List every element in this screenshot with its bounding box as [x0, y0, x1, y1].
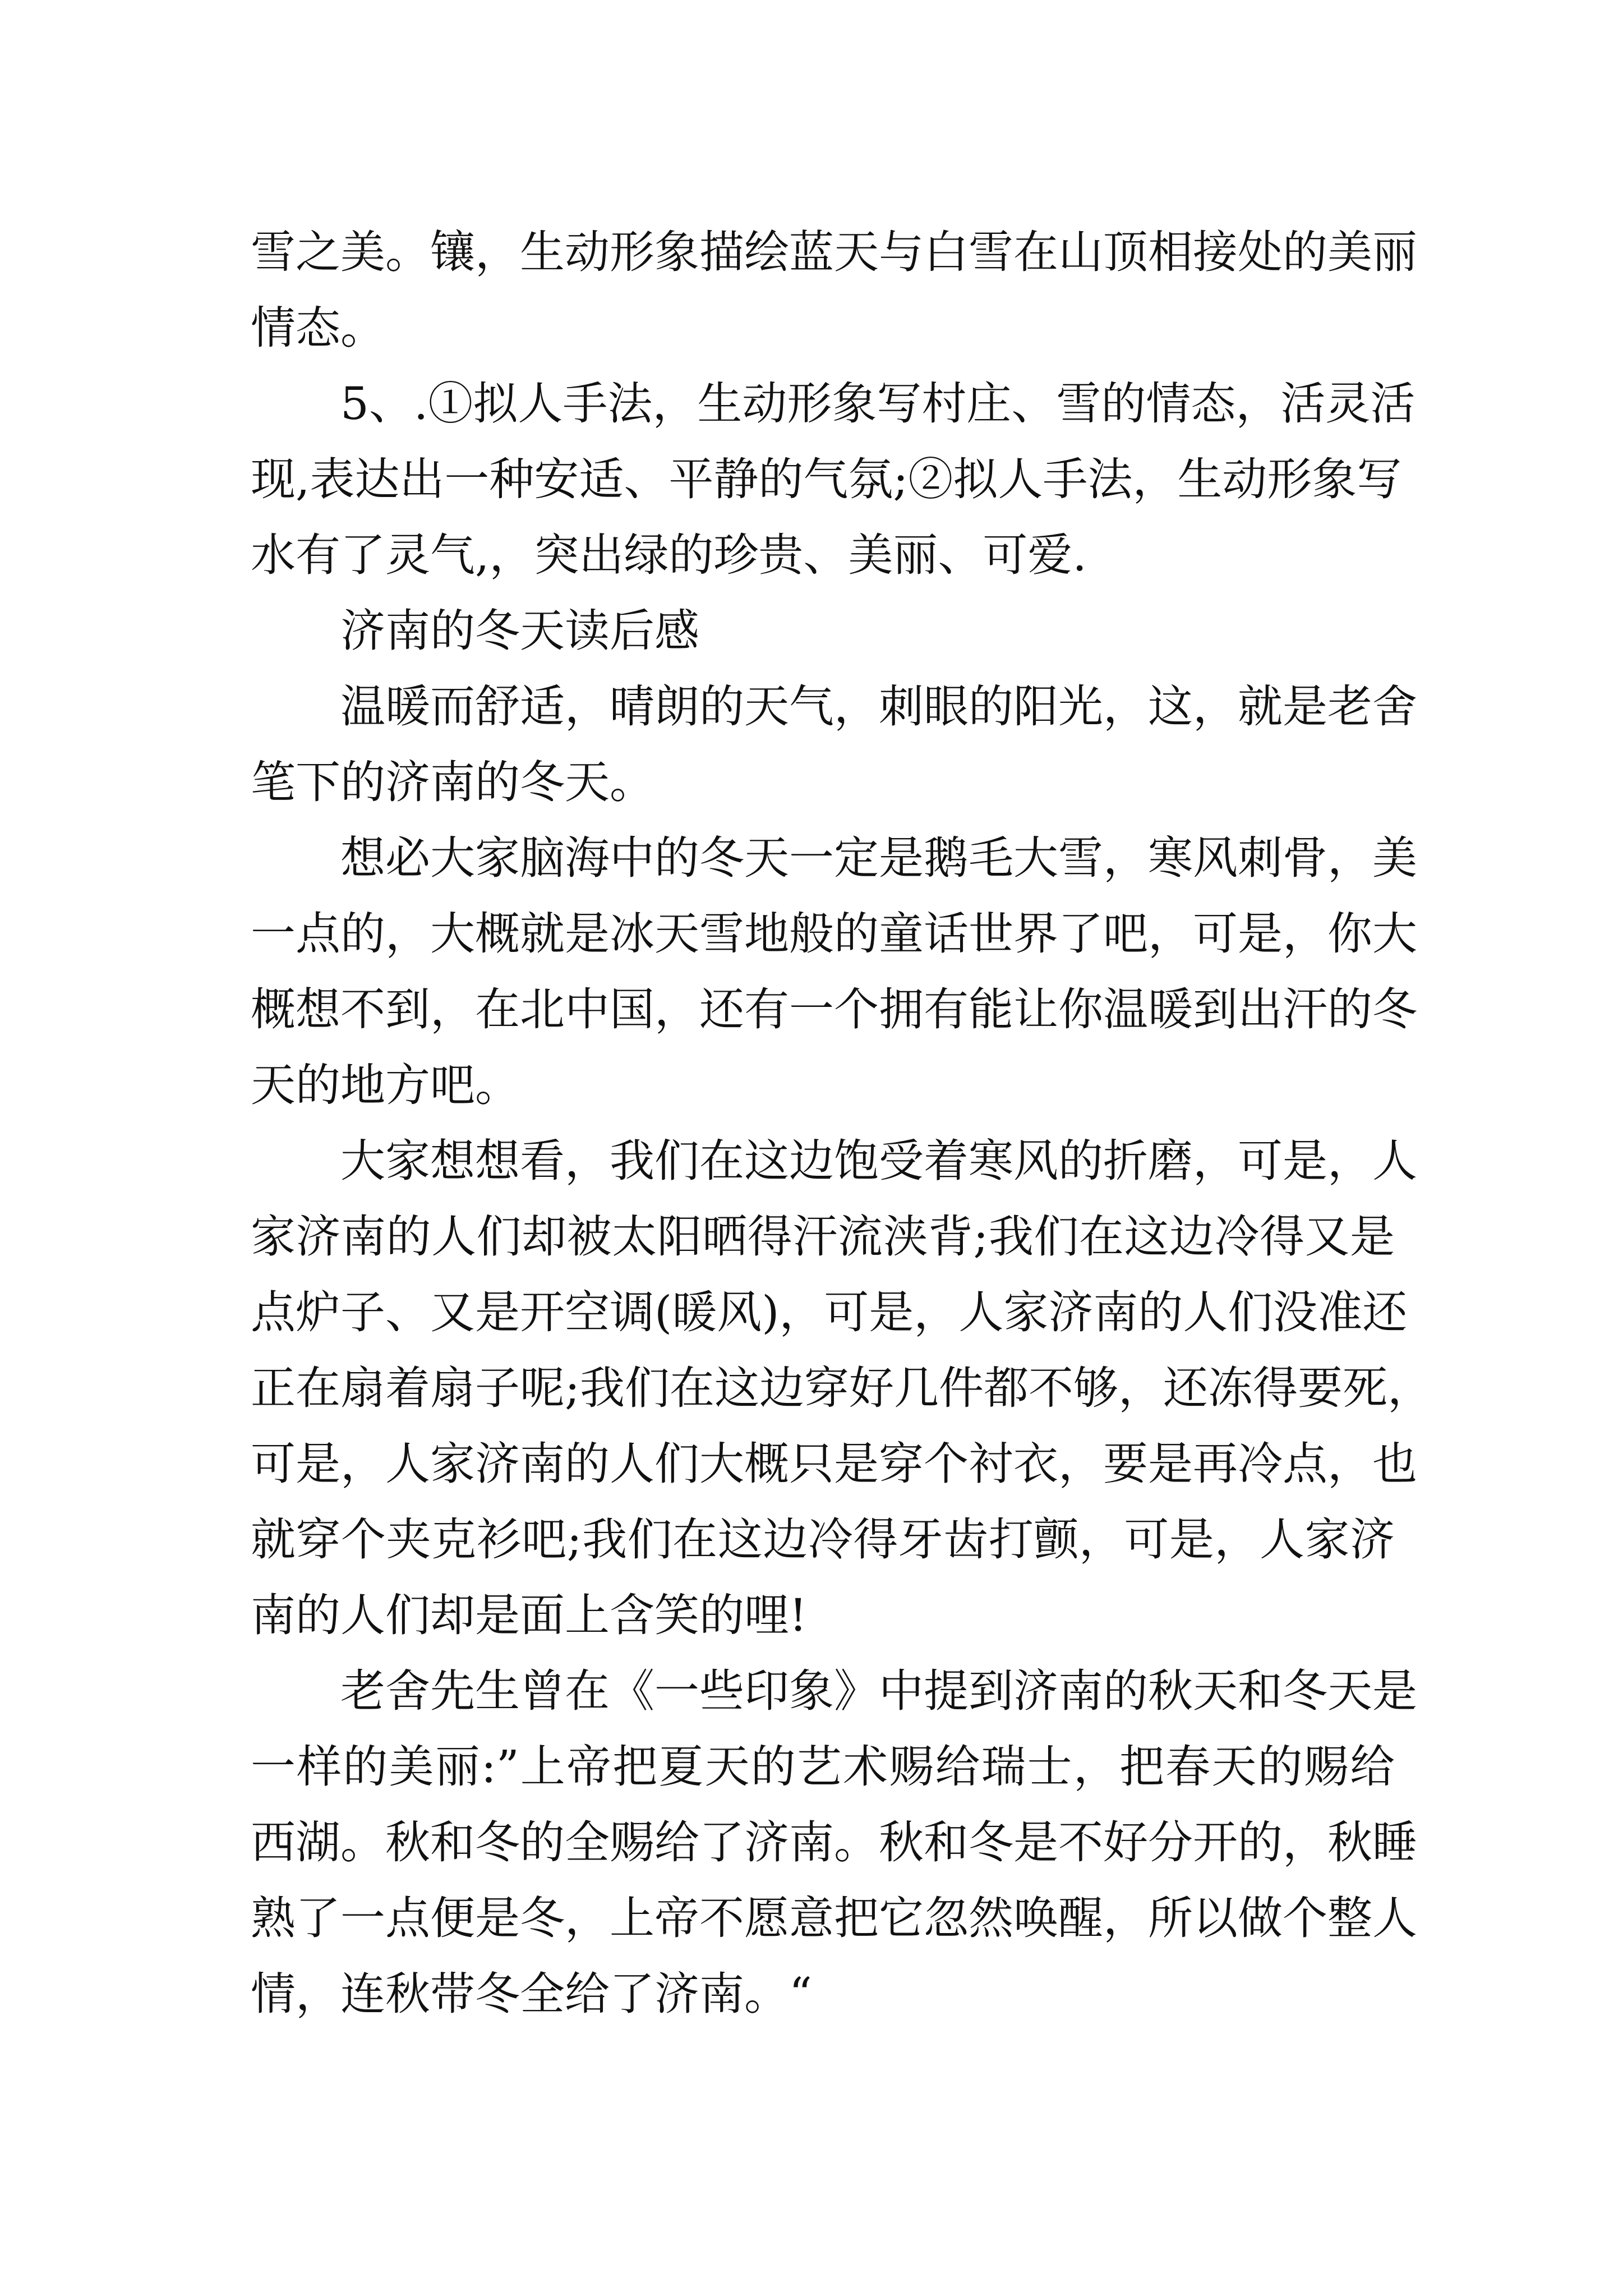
text-line: 点炉子、又是开空调(暖风)，可是，人家济南的人们没准还 — [251, 1286, 1408, 1338]
text-line: 一点的，大概就是冰天雪地般的童话世界了吧，可是，你大 — [251, 908, 1417, 960]
text-line: 想必大家脑海中的冬天一定是鹅毛大雪，寒风刺骨，美 — [340, 832, 1417, 884]
text-line: 5、.①拟人手法，生动形象写村庄、雪的情态，活灵活 — [340, 378, 1415, 430]
text-line: 家济南的人们却被太阳晒得汗流浃背;我们在这边冷得又是 — [251, 1211, 1395, 1263]
text-line: 笔下的济南的冬天。 — [251, 756, 654, 808]
text-line: 情态。 — [251, 302, 385, 354]
text-line: 温暖而舒适，晴朗的天气，刺眼的阳光，这，就是老舍 — [340, 680, 1417, 733]
text-line: 天的地方吧。 — [251, 1059, 520, 1111]
text-line: 老舍先生曾在《一些印象》中提到济南的秋天和冬天是 — [340, 1665, 1417, 1717]
text-line: 就穿个夹克衫吧;我们在这边冷得牙齿打颤，可是，人家济 — [251, 1513, 1395, 1566]
text-line: 可是，人家济南的人们大概只是穿个衬衣，要是再冷点，也 — [251, 1438, 1417, 1490]
text-line: 南的人们却是面上含笑的哩! — [251, 1589, 808, 1641]
document-body — [251, 214, 1432, 2032]
text-line: 现,表达出一种安适、平静的气氛;②拟人手法，生动形象写 — [251, 453, 1402, 505]
text-line: 概想不到，在北中国，还有一个拥有能让你温暖到出汗的冬 — [251, 983, 1417, 1036]
text-line: 西湖。秋和冬的全赐给了济南。秋和冬是不好分开的，秋睡 — [251, 1816, 1417, 1869]
text-line: 水有了灵气,，突出绿的珍贵、美丽、可爱. — [251, 529, 1087, 581]
section-heading: 济南的冬天读后感 — [340, 605, 699, 657]
text-line: 雪之美。镶，生动形象描绘蓝天与白雪在山顶相接处的美丽 — [251, 226, 1417, 278]
text-line: 正在扇着扇子呢;我们在这边穿好几件都不够，还冻得要死， — [251, 1362, 1432, 1414]
text-line: 情，连秋带冬全给了济南。“ — [251, 1968, 812, 2020]
text-line: 熟了一点便是冬，上帝不愿意把它忽然唤醒，所以做个整人 — [251, 1892, 1417, 1944]
text-line: 大家想想看，我们在这边饱受着寒风的折磨，可是，人 — [340, 1135, 1417, 1187]
text-line: 一样的美丽:”上帝把夏天的艺术赐给瑞士，把春天的赐给 — [251, 1741, 1395, 1793]
